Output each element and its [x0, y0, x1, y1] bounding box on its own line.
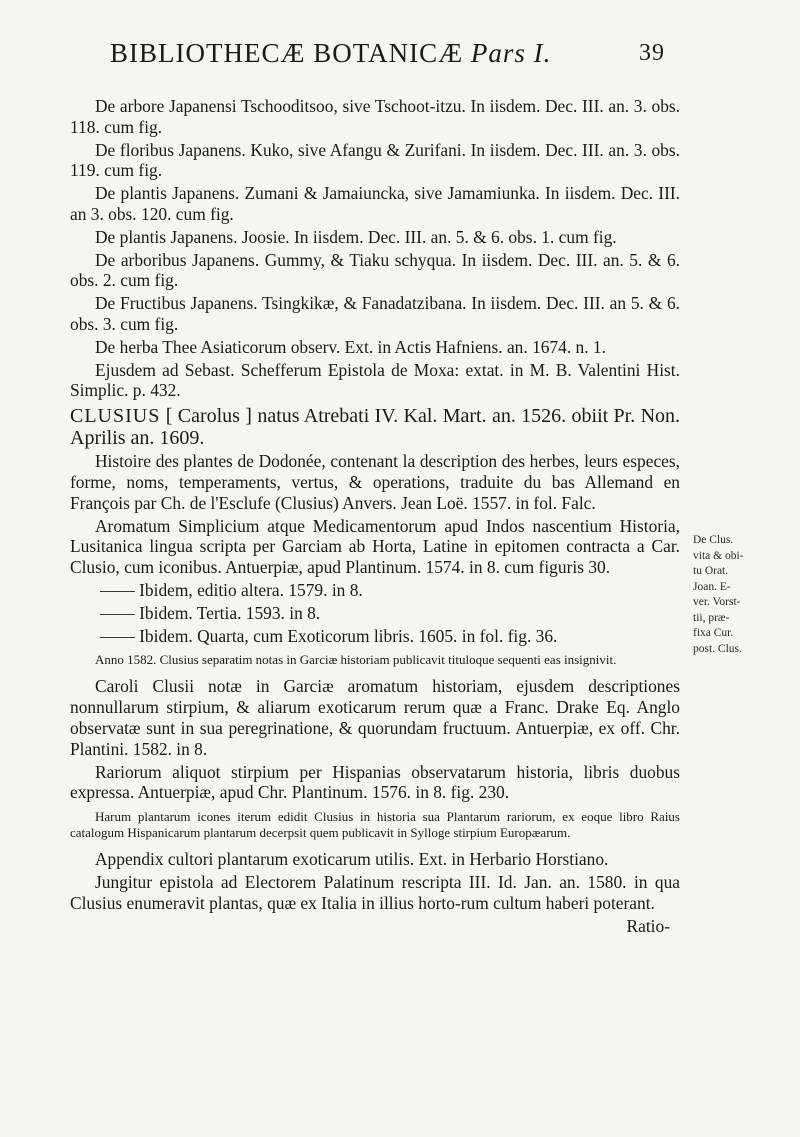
margin-line: fixa Cur.	[693, 627, 734, 639]
running-header	[110, 38, 665, 78]
work-entry: Aromatum Simplicium atque Medicamentorum apud Indos nascentium Historia, Lusitanica lingua scripta per Garciam ab Horta, Latine in epitomen contracta a Car. Clusio, cum iconibus. Antuerpiæ, apud Plantinum. 1574. in 8. cum figuris 30.	[70, 515, 680, 578]
margin-line: post. Clus.	[693, 642, 742, 655]
author-name: CLUSIUS	[70, 405, 161, 428]
entry: De herba Thee Asiaticorum observ. Ext. in Actis Hafniens. an. 1674. n. 1.	[95, 336, 606, 357]
entry: Ejusdem ad Sebast. Schefferum Epistola de Moxa: extat. in M. B. Valentini Hist. Simplic. p. 432.	[70, 359, 680, 401]
entry: De floribus Japanens. Kuko, sive Afangu & Zurifani. In iisdem. Dec. III. an. 3. obs. 119. cum fig.	[70, 139, 680, 181]
clusius-heading	[70, 405, 680, 449]
margin-line: De Clus.	[693, 534, 734, 546]
margin-line: ver. Vorst-	[693, 596, 741, 608]
catchword: Ratio-	[626, 915, 670, 936]
entry: De arbore Japanensi Tschooditsoo, sive Tschoot-itzu. In iisdem. Dec. III. an. 3. obs. 118. cum fig.	[70, 96, 680, 137]
work-edition: —— Ibidem. Quarta, cum Exoticorum libris. 1605. in fol. fig. 36.	[100, 625, 558, 646]
work-entry: Histoire des plantes de Dodonée, contenant la description des herbes, leurs especes, forme, noms, temperaments, vertus, & operations, traduite du bas Allemand en François par Ch. de l'Esclufe (Clusius) Anvers. Jean Loë. 1557. in fol. Falc.	[70, 451, 680, 513]
work-entry: Rariorum aliquot stirpium per Hispanias observatarum historia, libris duobus expressa. Antuerpiæ, apud Chr. Plantinum. 1576. in 8. fig. 230.	[70, 761, 680, 803]
work-edition: —— Ibidem. Tertia. 1593. in 8.	[100, 602, 321, 623]
page-number: 39	[639, 40, 665, 66]
entry: De arboribus Japanens. Gummy, & Tiaku schyqua. In iisdem. Dec. III. an. 5. & 6. obs. 2. cum fig.	[70, 249, 680, 291]
header-title: BIBLIOTHECÆ BOTANICÆ	[110, 38, 464, 68]
author-bio: natus Atrebati IV. Kal. Mart. an. 1526. obiit Pr. Non. Aprilis an. 1609.	[70, 405, 681, 450]
entry: De plantis Japanens. Joosie. In iisdem. Dec. III. an. 5. & 6. obs. 1. cum fig.	[95, 226, 617, 247]
author-forename: [ Carolus ]	[165, 405, 252, 428]
entry: De plantis Japanens. Zumani & Jamaiuncka, sive Jamamiunka. In iisdem. Dec. III. an 3. obs. 120. cum fig.	[70, 183, 680, 224]
header-part: Pars I.	[470, 38, 552, 68]
margin-line: tii, præ-	[693, 611, 730, 624]
margin-note	[693, 533, 788, 657]
margin-line: vita & obi-	[693, 549, 744, 562]
work-entry: Appendix cultori plantarum exoticarum utilis. Ext. in Herbario Horstiano.	[95, 849, 609, 870]
margin-line: Joan. E-	[693, 580, 731, 593]
footnote: Harum plantarum icones iterum edidit Clusius in historia sua Plantarum rariorum, ex eoque libro Raius catalogum Hispanicarum plantarum decerpsit quem publicavit in Sylloge stirpium Europæarum.	[70, 809, 680, 841]
work-entry: Jungitur epistola ad Electorem Palatinum rescripta III. Id. Jan. an. 1580. in qua Clusius enumeravit plantas, quæ ex Italia in illius horto-rum cultum haberi poterant.	[70, 871, 680, 913]
footnote: Anno 1582. Clusius separatim notas in Garciæ historiam publicavit tituloque sequenti eas insignivit.	[95, 652, 617, 668]
main-text	[70, 96, 680, 938]
margin-line: tu Orat.	[693, 565, 729, 577]
work-edition: —— Ibidem, editio altera. 1579. in 8.	[100, 579, 363, 600]
work-entry: Caroli Clusii notæ in Garciæ aromatum historiam, ejusdem descriptiones nonnullarum stirpium, & aliarum exoticarum rerum quæ a Franc. Drake Eq. Anglo observatæ sunt in sua peregrinatione, & quorundam fructuum. Antuerpiæ, ex off. Chr. Plantini. 1582. in 8.	[70, 676, 680, 759]
entry: De Fructibus Japanens. Tsingkikæ, & Fanadatzibana. In iisdem. Dec. III. an 5. & 6. obs. 3. cum fig.	[70, 293, 680, 334]
